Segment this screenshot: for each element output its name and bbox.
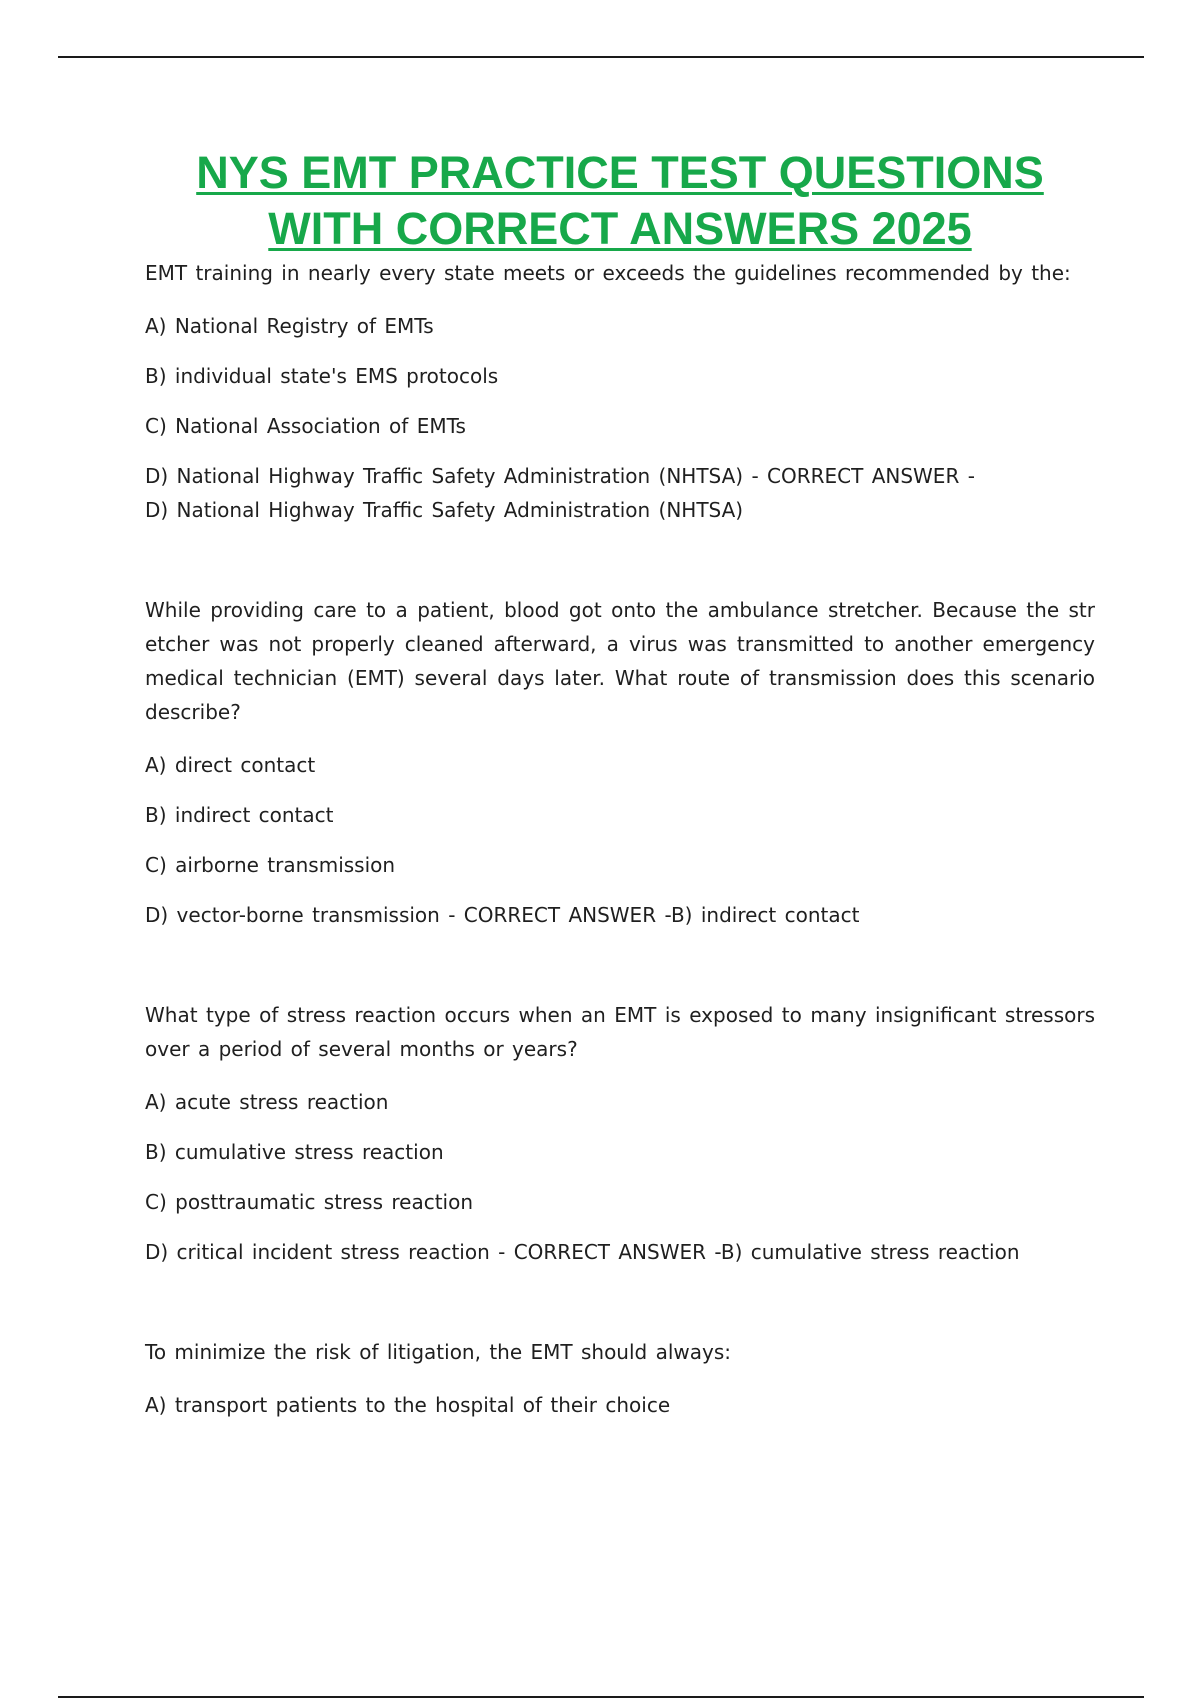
answer-option: D) vector-borne transmission - CORRECT ANSWER -B) indirect contact bbox=[145, 903, 860, 927]
question-spacer bbox=[145, 1269, 1095, 1335]
answer-option: A) direct contact bbox=[145, 753, 316, 777]
question-text: What type of stress reaction occurs when an EMT is exposed to many insignificant stressors over a period of several months or years? bbox=[145, 1003, 1095, 1061]
document-body bbox=[145, 256, 1095, 1422]
answer-option: B) individual state's EMS protocols bbox=[145, 364, 499, 388]
title-line-2: WITH CORRECT ANSWERS 2025 bbox=[268, 203, 972, 254]
question-spacer bbox=[145, 932, 1095, 998]
question-block-4 bbox=[145, 1335, 1095, 1422]
answer-option: C) airborne transmission bbox=[145, 853, 396, 877]
answer-option: A) transport patients to the hospital of their choice bbox=[145, 1393, 671, 1417]
question-block-2 bbox=[145, 593, 1095, 932]
bottom-rule bbox=[58, 1696, 1144, 1698]
answer-option: A) National Registry of EMTs bbox=[145, 314, 434, 338]
page-title bbox=[100, 145, 1140, 257]
correct-answer: D) National Highway Traffic Safety Administration (NHTSA) bbox=[145, 498, 744, 522]
question-spacer bbox=[145, 527, 1095, 593]
answer-option: A) acute stress reaction bbox=[145, 1090, 389, 1114]
question-block-3 bbox=[145, 998, 1095, 1269]
question-text: EMT training in nearly every state meets or exceeds the guidelines recommended by the: bbox=[145, 261, 1071, 285]
answer-option: C) posttraumatic stress reaction bbox=[145, 1190, 474, 1214]
question-text: While providing care to a patient, blood got onto the ambulance stretcher. Because the str etcher was not properly cleaned afterward, a virus was transmitted to another emergency medical technician (EMT) several days later. What route of transmission does this scenario describe? bbox=[145, 598, 1095, 724]
title-line-1: NYS EMT PRACTICE TEST QUESTIONS bbox=[196, 147, 1044, 198]
question-text: To minimize the risk of litigation, the EMT should always: bbox=[145, 1340, 732, 1364]
top-rule bbox=[58, 56, 1144, 58]
answer-option: D) National Highway Traffic Safety Administration (NHTSA) - CORRECT ANSWER - bbox=[145, 464, 975, 488]
answer-option: B) indirect contact bbox=[145, 803, 334, 827]
question-block-1 bbox=[145, 256, 1095, 527]
answer-option: C) National Association of EMTs bbox=[145, 414, 466, 438]
answer-option: D) critical incident stress reaction - CORRECT ANSWER -B) cumulative stress reaction bbox=[145, 1240, 1020, 1264]
answer-option: B) cumulative stress reaction bbox=[145, 1140, 444, 1164]
